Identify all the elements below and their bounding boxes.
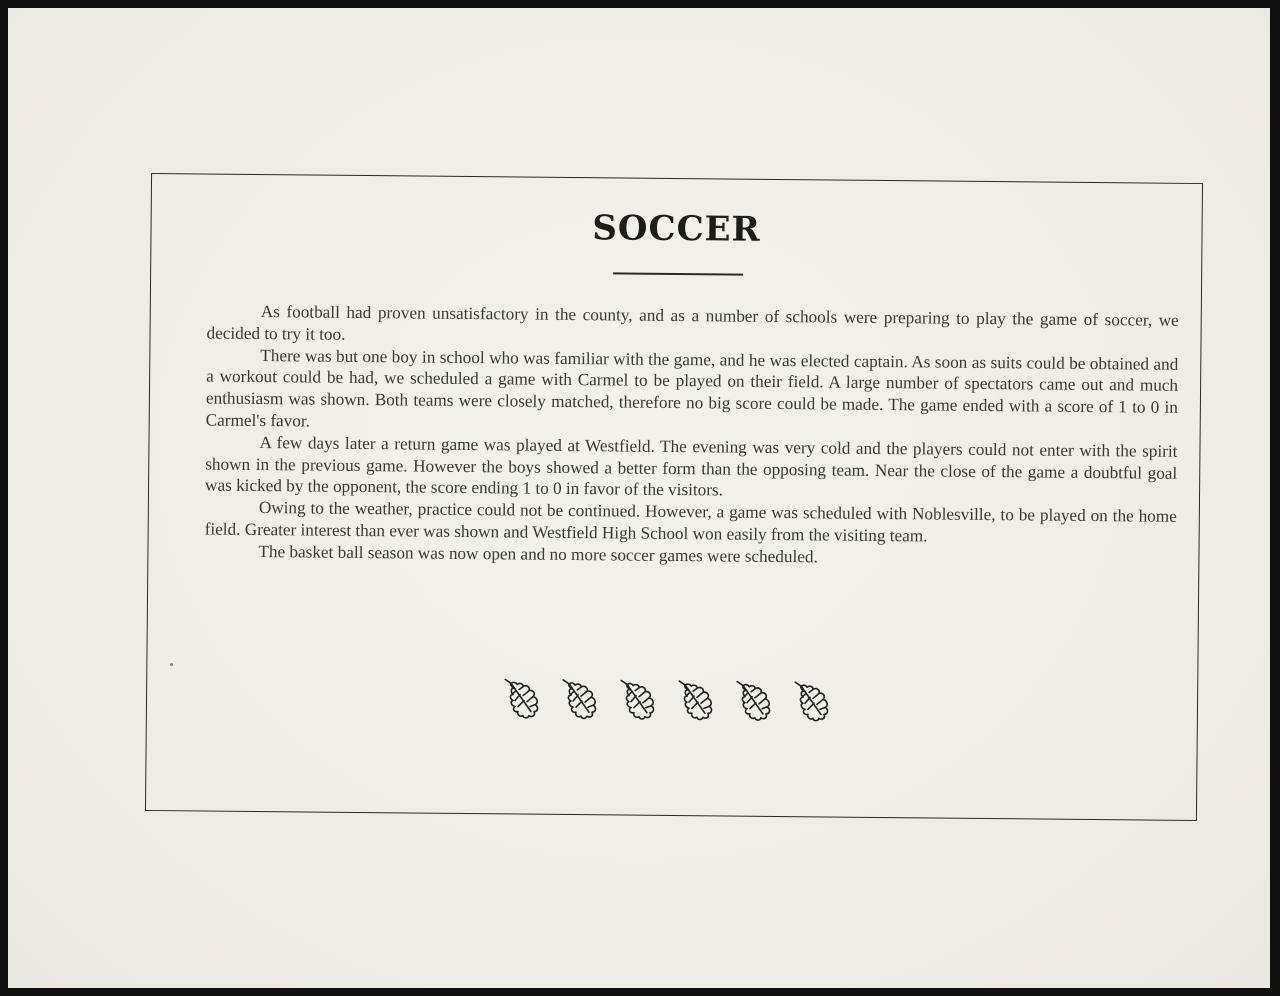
oak-leaf-icon	[617, 676, 659, 720]
oak-leaf-icon	[501, 675, 543, 719]
paragraph: A few days later a return game was played at Westfield. The evening was very cold and the players could not enter with the spirit shown in the previous game. However the boys showed a better form than the opposing team. Near the close of the game a doubtful goal was kicked by the opponent, the score ending 1 to 0 in favor of the visitors.	[204, 432, 1178, 500]
leaf-ornament-row	[501, 675, 833, 722]
paragraph: Owing to the weather, practice could not be continued. However, a game was scheduled with Noblesville, to be played on the home field. Greater interest than ever was shown and Westfield High School won easily from the visiting team.	[204, 498, 1177, 546]
article-body	[204, 301, 1178, 572]
content-frame	[145, 173, 1203, 821]
paragraph: As football had proven unsatisfactory in the county, and as a number of schools were preparing to play the game of soccer, we decided to try it too.	[206, 302, 1179, 344]
page-title: SOCCER	[592, 208, 761, 250]
oak-leaf-icon	[791, 678, 833, 722]
paragraph: There was but one boy in school who was familiar with the game, and he was elected captain. As soon as suits could be obtained and a workout could be had, we scheduled a game with Carmel to be played on their field. A large number of spectators came out and much enthusiasm was shown. Both teams were closely matched, therefore no big score could be made. The game ended with a score of 1 to 0 in Carmel's favor.	[205, 345, 1179, 431]
oak-leaf-icon	[559, 676, 601, 720]
oak-leaf-icon	[733, 678, 775, 722]
paragraph: The basket ball season was now open and no more soccer games were scheduled.	[258, 541, 818, 567]
oak-leaf-icon	[675, 677, 717, 721]
yearbook-page	[8, 8, 1270, 988]
title-rule	[613, 272, 743, 275]
